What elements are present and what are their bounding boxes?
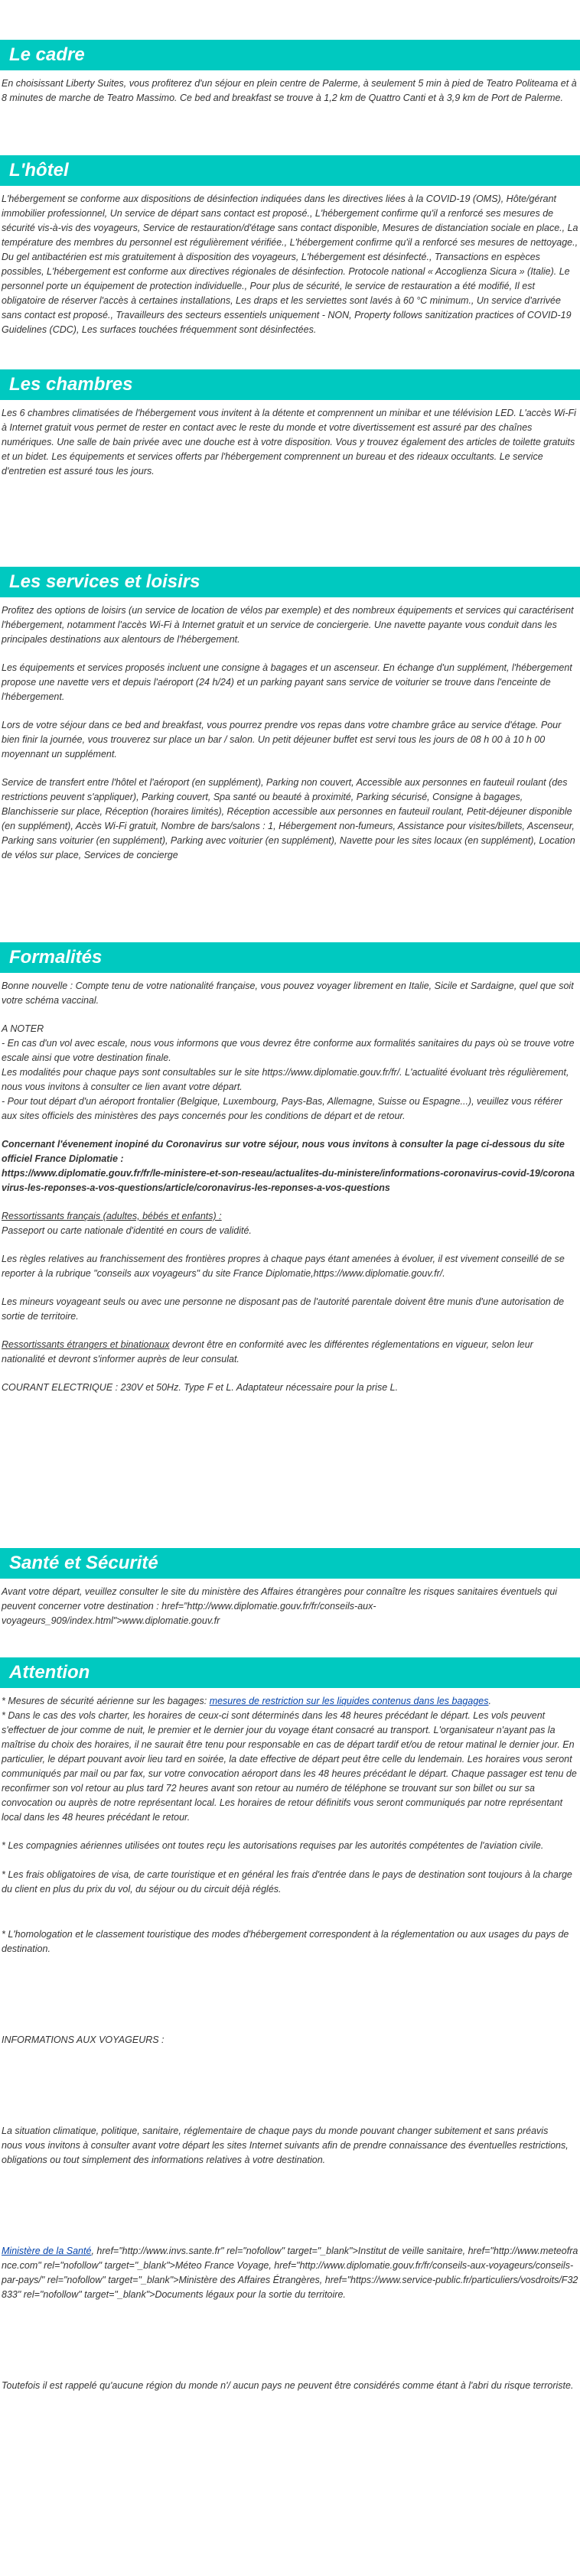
section-formalites [0, 942, 580, 1409]
hotel-text: L'hébergement se conforme aux dispositions de désinfection indiquées dans les directives liées à la COVID-19 (OMS), Hôte/gérant immobilier professionnel, Un service de départ sans contact est proposé., L'hébergement confirme qu'il a renforcé ses mesures de sécurité vis-à-vis des voyageurs, Service de restauration/d'étage sans contact disponible, Mesures de distanciation sociale en place., La température des membres du personnel est régulièrement vérifiée., L'hébergement confirme qu'il a renforcé ses mesures de nettoyage., Du gel antibactérien est mis gratuitement à disposition des voyageurs, L'hébergement est désinfecté., Transactions en espèces possibles, L'hébergement est conforme aux directives régionales de désinfection. Protocole national « Accoglienza Sicura » (Italie). Le personnel porte un équipement de protection individuelle., Pour plus de sécurité, le service de restauration a été modifié, Il est obligatoire de réserver l'accès à certaines installations, Les draps et les serviettes sont lavés à 60 °C minimum., Un service d'arrivée sans contact est proposé., Travailleurs des secteurs essentiels uniquement - NON, Property follows sanitization practices of COVID-19 Guidelines (CDC), Les surfaces touchées fréquemment sont désinfectées. [2, 194, 578, 335]
ressortissants-text: Passeport ou carte nationale d'identité en cours de validité. [2, 1225, 252, 1236]
section-chambres [0, 369, 580, 493]
section-title-hotel: L'hôtel [0, 155, 580, 186]
situation-line-2: nous vous invitons à consulter avant votre départ les sites Internet suivants afin de prendre connaissance des éventuelles restrictions, obligations ou tout simplement des informations relatives à votre destination. [2, 2140, 569, 2165]
a-noter-line: - En cas d'un vol avec escale, nous vous informons que vous devrez être conforme aux formalités sanitaires du pays où se trouve votre escale ainsi que votre destination finale. [2, 1038, 575, 1063]
sante-text: Avant votre départ, veuillez consulter le site du ministère des Affaires étrangères pour connaître les risques sanitaires éventuels qui peuvent concerner votre destination : href="http://www.diplomatie.gouv.fr/fr/conseils-aux-voyageurs_909/index.html">www.diplomatie.gouv.fr [2, 1586, 558, 1626]
section-title-attention: Attention [0, 1657, 580, 1688]
a-noter-line: Les modalités pour chaque pays sont consultables sur le site https://www.diplomatie.gouv.fr/fr/. L'actualité évoluant très régulièrement, nous vous invitons à consulter ce lien avant votre départ. [2, 1067, 569, 1092]
section-title-cadre: Le cadre [0, 40, 580, 70]
mineurs-text: Les mineurs voyageant seuls ou avec une personne ne disposant pas de l'autorité parentale doivent être munis d'une autorisation de sortie de territoire. [2, 1296, 565, 1322]
a-noter-block [2, 1022, 578, 1124]
regles-text: Les règles relatives au franchissement des frontières propres à chaque pays étant amenées à évoluer, il est vivement conseillé de se reporter à la rubrique "conseils aux voyageurs" du site France Diplomatie,https://www.diplomatie.gouv.fr/. [2, 1254, 565, 1279]
attention-line-4: * Les frais obligatoires de visa, de carte touristique et en général les frais d'entrée dans le pays de destination sont toujours à la charge du client en plus du prix du vol, du séjour ou du circuit déjà réglés. [2, 1869, 572, 1895]
attention-line-3: * Les compagnies aériennes utilisées ont toutes reçu les autorisations requises par les autorités compétentes de l'aviation civile. [2, 1840, 544, 1851]
courant-text: COURANT ELECTRIQUE : 230V et 50Hz. Type F et L. Adaptateur nécessaire pour la prise L. [2, 1382, 399, 1393]
attention-line-1-prefix: * Mesures de sécurité aérienne sur les bagages: [2, 1696, 210, 1706]
section-title-formalites: Formalités [0, 942, 580, 973]
info-voyageurs-title: INFORMATIONS AUX VOYAGEURS : [2, 2034, 165, 2045]
cadre-text: En choisissant Liberty Suites, vous profiterez d'un séjour en plein centre de Palerme, à seulement 5 min à pied de Teatro Politeama et à 8 minutes de marche de Teatro Massimo. Ce bed and breakfast se trouve à 1,2 km de Quattro Canti et à 3,9 km de Port de Palerme. [2, 78, 577, 103]
services-p4: Service de transfert entre l'hôtel et l'aéroport (en supplément), Parking non couvert, Accessible aux personnes en fauteuil roulant (des restrictions peuvent s'appliquer), Parking couvert, Spa santé ou beauté à proximité, Parking sécurisé, Consigne à bagages, Blanchisserie sur place, Réception (horaires limités), Réception accessible aux personnes en fauteuil roulant, Petit-déjeuner disponible (en supplément), Accès Wi-Fi gratuit, Nombre de bars/salons : 1, Hébergement non-fumeurs, Assistance pour visites/billets, Ascenseur, Parking sans voiturier (en supplément), Parking avec voiturier (en supplément), Navette pour les sites locaux (en supplément), Location de vélos sur place, Services de concierge [2, 777, 575, 860]
links-text: , href="http://www.invs.sante.fr" rel="nofollow" target="_blank">Institut de veille sanitaire, href="http://www.meteofrance.com" rel="nofollow" target="_blank">Méteo France Voyage, href="http://www.diplomatie.gouv.fr/fr/conseils-aux-voyageurs/conseils-par-pays/" rel="nofollow" target="_blank">Ministère des Affaires Étrangères, href="https://www.service-public.fr/particuliers/vosdroits/F32833" rel="nofollow" target="_blank">Documents légaux pour la sortie du territoire. [2, 2246, 578, 2300]
services-p1: Profitez des options de loisirs (un service de location de vélos par exemple) et des nombreux équipements et services qui caractérisent l'hébergement, notamment l'accès Wi-Fi à Internet gratuit et un service de conciergerie. Une navette payante vous conduit dans les principales destinations aux alentours de l'hébergement. [2, 605, 574, 645]
chambres-text: Les 6 chambres climatisées de l'hébergement vous invitent à la détente et comprennent un minibar et une télévision LED. L'accès Wi-Fi à Internet gratuit vous permet de rester en contact avec le reste du monde et votre divertissement est assuré par des chaînes numériques. Une salle de bain privée avec une douche est à votre disposition. Vous y trouvez également des articles de toilette gratuits et un bidet. Les équipements et services offerts par l'hébergement comprennent un bureau et des rideaux occultants. Le service d'entretien est assuré tous les jours. [2, 408, 576, 476]
covid-url: https://www.diplomatie.gouv.fr/fr/le-ministere-et-son-reseau/actualites-du-ministere/informations-coronavirus-covid-19/coronavirus-les-reponses-a-vos-questions/article/coronavirus-les-reponses-a-vos-questions [2, 1168, 575, 1193]
covid-text: Concernant l'évenement inopiné du Coronavirus sur votre séjour, nous vous invitons à consulter la page ci-dessous du site officiel France Diplomatie : [2, 1139, 565, 1164]
a-noter-line: - Pour tout départ d'un aéroport frontalier (Belgique, Luxembourg, Pays-Bas, Allemagne, Suisse ou Espagne...), veuillez vous référer aux sites officiels des ministères des pays concernés pour les conditions de départ et de retour. [2, 1096, 562, 1121]
liquids-restriction-link[interactable]: mesures de restriction sur les liquides contenus dans les bagages [209, 1696, 489, 1706]
formalites-intro: Bonne nouvelle : Compte tenu de votre nationalité française, vous pouvez voyager librement en Italie, Sicile et Sardaigne, quel que soit votre schéma vaccinal. [2, 981, 574, 1006]
section-title-services: Les services et loisirs [0, 567, 580, 597]
etrangers-title: Ressortissants étrangers et binationaux [2, 1339, 170, 1350]
attention-line-5: * L'homologation et le classement touristique des modes d'hébergement correspondent à la réglementation ou aux usages du pays de destination. [2, 1929, 569, 1954]
covid-block [2, 1137, 578, 1195]
etrangers-text: devront être en conformité avec les différentes réglementations en vigueur, selon leur nationalité et devront s'informer auprès de leur consulat. [2, 1339, 533, 1364]
section-hotel [0, 155, 580, 351]
section-title-sante: Santé et Sécurité [0, 1548, 580, 1579]
ministere-sante-link[interactable]: Ministère de la Santé [2, 2246, 92, 2256]
attention-line-1-suffix: . [488, 1696, 491, 1706]
situation-line-1: La situation climatique, politique, sanitaire, réglementaire de chaque pays du monde pouvant changer subitement et sans préavis [2, 2126, 549, 2136]
etrangers-block [2, 1338, 578, 1367]
terrorism-note: Toutefois il est rappelé qu'aucune région du monde n'/ aucun pays ne peuvent être considérés comme étant à l'abri du risque terroriste. [2, 2380, 574, 2391]
attention-line-2: * Dans le cas des vols charter, les horaires de ceux-ci sont déterminés dans les 48 heures précédant le départ. Les vols peuvent s'effectuer de jour comme de nuit, le premier et le dernier jour du voyage étant consacré au transport. L'organisateur n'ayant pas la maîtrise du choix des horaires, il ne saurait être tenu pour responsable en cas de départ tardif et/ou de retour matinal le dernier jour. En particulier, le départ pouvant avoir lieu tard en soirée, la date effective de départ peut être celle du lendemain. Les horaires vous seront communiqués par mail ou par fax, sur votre convocation aéroport dans les 48 heures précédant le départ. Chaque passager est tenu de reconfirmer son vol retour au plus tard 72 heures avant son retour au numéro de téléphone se trouvant sur son billet ou sur sa convocation ou auprès de notre représentant local. Les horaires de retour définitifs vous seront communiqués par notre représentant local dans les 48 heures précédant le retour. [2, 1710, 577, 1823]
section-attention [0, 1657, 580, 2407]
section-services [0, 567, 580, 877]
section-cadre [0, 40, 580, 119]
services-p2: Les équipements et services proposés incluent une consigne à bagages et un ascenseur. En échange d'un supplément, l'hébergement propose une navette vers et depuis l'aéroport (24 h/24) et un parking payant sans service de voiturier se trouve dans l'enceinte de l'hébergement. [2, 662, 572, 702]
ressortissants-block [2, 1209, 578, 1238]
section-sante [0, 1548, 580, 1642]
links-block [2, 2244, 578, 2302]
attention-line-1 [2, 1694, 578, 1709]
a-noter-title: A NOTER [2, 1023, 44, 1034]
services-p3: Lors de votre séjour dans ce bed and breakfast, vous pourrez prendre vos repas dans votre chambre grâce au service d'étage. Pour bien finir la journée, vous trouverez sur place un bar / salon. Un petit déjeuner buffet est servi tous les jours de 08 h 00 à 10 h 00 moyennant un supplément. [2, 720, 562, 759]
situation-block [2, 2124, 578, 2168]
section-title-chambres: Les chambres [0, 369, 580, 400]
ressortissants-title: Ressortissants français (adultes, bébés et enfants) : [2, 1211, 222, 1221]
